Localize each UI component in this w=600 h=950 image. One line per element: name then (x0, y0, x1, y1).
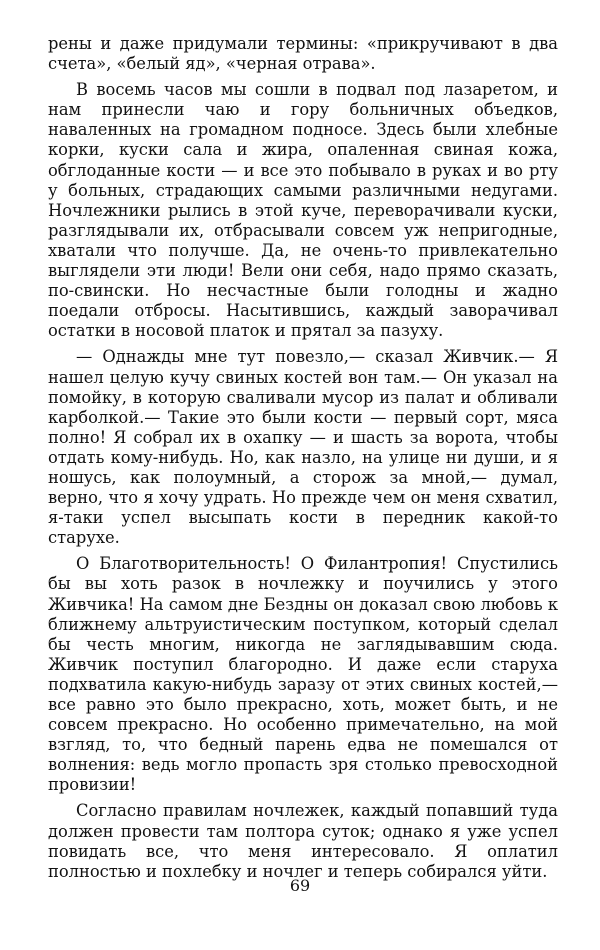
paragraph-zhivchik-story: — Однажды мне тут повезло,— сказал Живчик.— Я нашел целую кучу свиных костей вон там.— Он указал на помойку, в которую сваливали мусор из палат и обливали карболкой.— Такие это были кости — первый сорт, мяса полно! Я собрал их в охапку — и шасть за ворота, чтобы отдать кому-нибудь. Но, как назло, на улице ни души, и я ношусь, как полоумный, а сторож за мной,— думал, верно, что я хочу удрать. Но прежде чем он меня схватил, я-таки успел высыпать кости в передник какой-то старухе. (48, 347, 558, 548)
paragraph-basement-meal: В восемь часов мы сошли в подвал под лазаретом, и нам принесли чаю и гору больничных объедков, наваленных на громадном подносе. Здесь были хлебные корки, куски сала и жира, опаленная свиная кожа, обглоданные кости — и все это побывало в руках и во рту у больных, страдающих самыми различными недугами. Ночлежники рылись в этой куче, переворачивали куски, разглядывали их, отбрасывали совсем уж непригодные, хватали что получше. Да, не очень-то привлекательно выглядели эти люди! Вели они себя, надо прямо сказать, по-свински. Но несчастные были голодны и жадно поедали отбросы. Насытившись, каждый заворачивал остатки в носовой платок и прятал за пазуху. (48, 80, 558, 341)
page-body (48, 34, 558, 882)
paragraph-charity-address: О Благотворительность! О Филантропия! Спустились бы вы хоть разок в ночлежку и поучились у этого Живчика! На самом дне Бездны он доказал свою любовь к ближнему альтруистическим поступком, который сделал бы честь многим, никогда не заглядывавшим сюда. Живчик поступил благородно. И даже если старуха подхватила какую-нибудь заразу от этих свиных костей,— все равно это было прекрасно, хоть, может быть, и не совсем прекрасно. Но особенно примечательно, на мой взгляд, то, что бедный парень едва не помешался от волнения: ведь могло пропасть зря столько превосходной провизии! (48, 554, 558, 795)
page-number: 69 (289, 876, 311, 895)
paragraph-departure: Согласно правилам ночлежек, каждый попавший туда должен провести там полтора суток; однако я уже успел повидать все, что меня интересовало. Я оплатил полностью и похлебку и ночлег и теперь собирался уйти. (48, 801, 558, 881)
paragraph-continuation: рены и даже придумали термины: «прикручивают в два счета», «белый яд», «черная отрава». (48, 34, 558, 74)
